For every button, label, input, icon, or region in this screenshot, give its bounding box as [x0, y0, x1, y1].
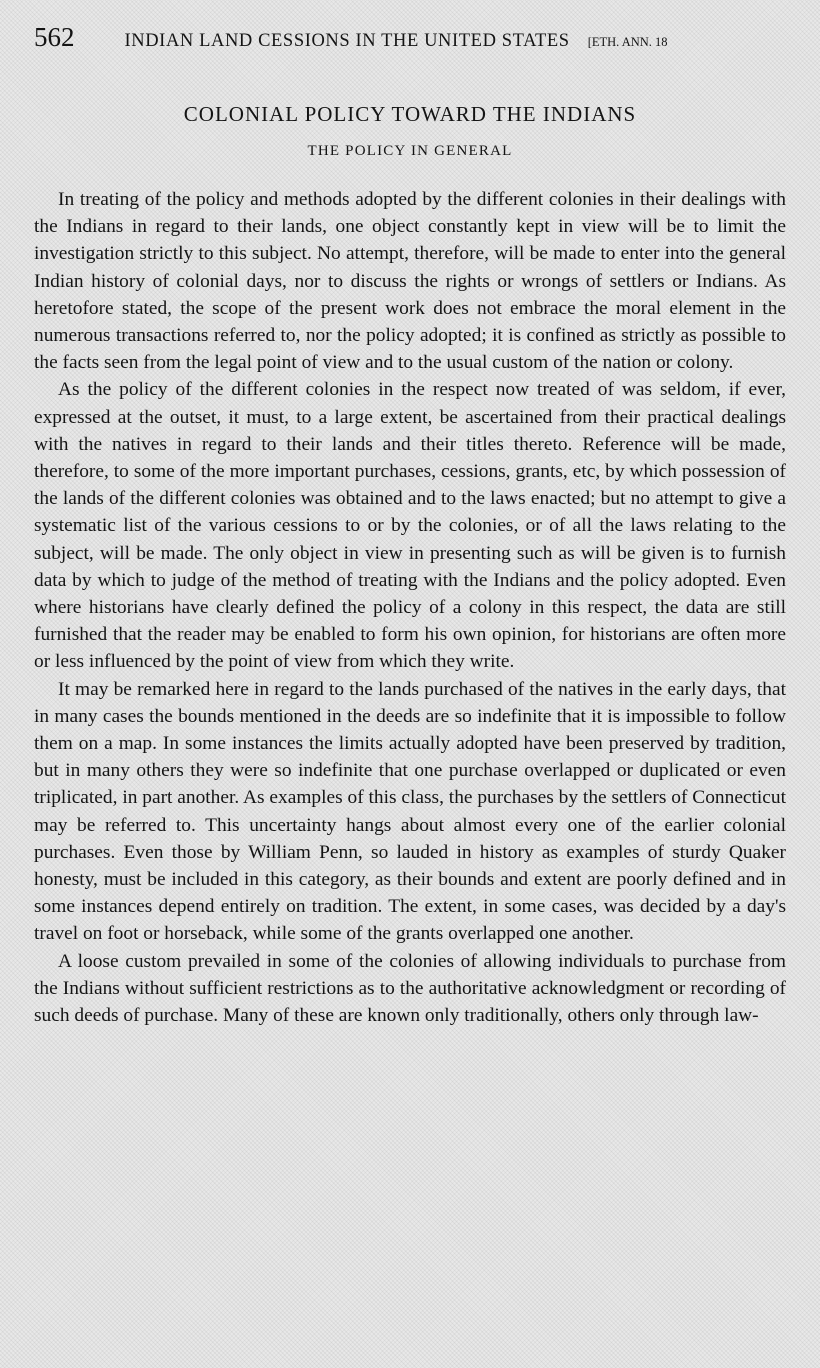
- running-title: INDIAN LAND CESSIONS IN THE UNITED STATES: [124, 31, 570, 51]
- paragraph: In treating of the policy and methods adopted by the different colonies in their dealings with the Indians in regard to their lands, one object constantly kept in view will be to limit the investigation strictly to this subject. No attempt, therefore, will be made to enter into the general Indian history of colonial days, nor to discuss the rights or wrongs of settlers or Indians. As heretofore stated, the scope of the present work does not embrace the moral element in the numerous transactions referred to, nor the policy adopted; it is confined as strictly as possible to the facts seen from the legal point of view and to the usual custom of the nation or colony.: [34, 189, 786, 374]
- running-reference: [ETH. ANN. 18: [587, 35, 668, 49]
- chapter-title: COLONIAL POLICY TOWARD THE INDIANS: [183, 102, 637, 126]
- paragraph: As the policy of the different colonies in the respect now treated of was seldom, if ever, expressed at the outset, it must, to a large extent, be ascertained from their practical dealings with the natives in regard to their lands and their titles thereto. Reference will be made, therefore, to some of the more important purchases, cessions, grants, etc, by which possession of the lands of the different colonies was obtained and to the laws enacted; but no attempt to give a systematic list of the various cessions to or by the colonies, or of all the laws relating to the subject, will be made. The only object in view in presenting such as will be given is to furnish data by which to judge of the method of treating with the Indians and the policy adopted. Even where historians have clearly defined the policy of a colony in this respect, the data are still furnished that the reader may be enabled to form his own opinion, for historians are often more or less influenced by the point of view from which they write.: [34, 379, 786, 673]
- paragraph: It may be remarked here in regard to the lands purchased of the natives in the early days, that in many cases the bounds mentioned in the deeds are so indefinite that it is impossible to follow them on a map. In some instances the limits actually adopted have been preserved by tradition, but in many others they were so indefinite that one purchase overlapped or duplicated or even triplicated, in part another. As examples of this class, the purchases by the settlers of Connecticut may be referred to. This uncertainty hangs about almost every one of the earlier colonial purchases. Even those by William Penn, so lauded in history as examples of sturdy Quaker honesty, must be included in this category, as their bounds and extent are poorly defined and in some instances depend entirely on tradition. The extent, in some cases, was decided by a day's travel on foot or horseback, while some of the grants overlapped one another.: [34, 678, 786, 945]
- body-text: [34, 186, 786, 1029]
- page-number: 562: [34, 22, 75, 52]
- paragraph: A loose custom prevailed in some of the colonies of allowing individuals to purchase from the Indians without sufficient restrictions as to the authoritative acknowledgment or recording of such deeds of purchase. Many of these are known only traditionally, others only through law-: [34, 950, 786, 1027]
- section-title: THE POLICY IN GENERAL: [307, 143, 513, 159]
- running-head: [34, 22, 786, 62]
